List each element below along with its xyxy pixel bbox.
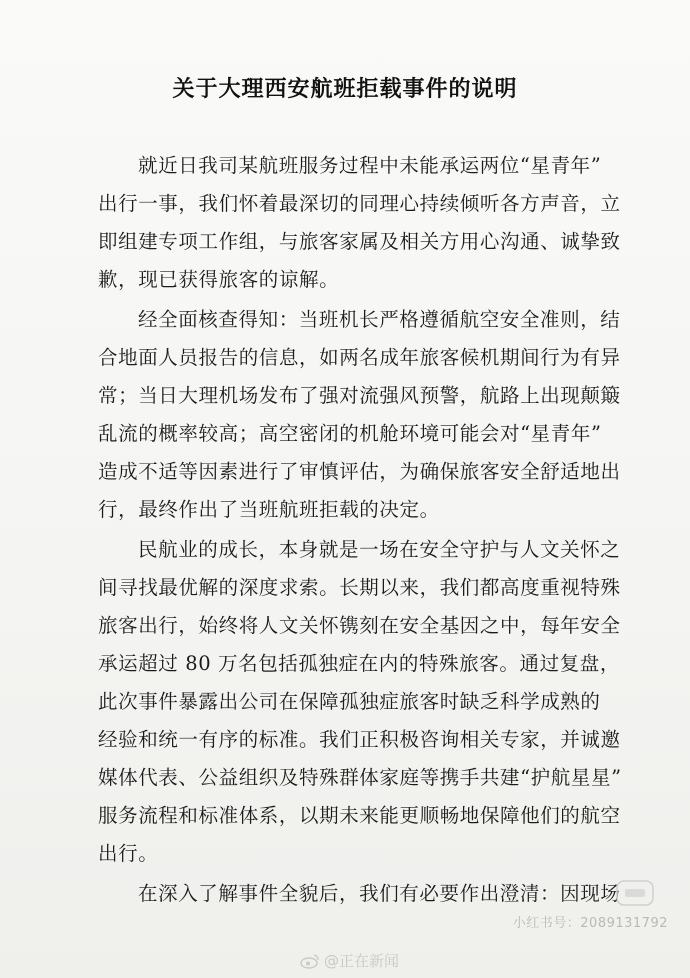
body-line: 媒体代表、公益组织及特殊群体家庭等携手共建“护航星星” [98,766,622,789]
document-title: 关于大理西安航班拒载事件的说明 [172,76,518,102]
body-line: 间寻找最优解的深度求索。长期以来，我们都高度重视特殊 [98,576,621,599]
body-line: 出行一事，我们怀着最深切的同理心持续倾听各方声音，立 [98,192,621,215]
body-line: 就近日我司某航班服务过程中未能承运两位“星青年” [138,154,602,177]
weibo-watermark [300,950,399,971]
xiaohongshu-watermark: 小红书号：2089131792 [512,916,668,931]
body-line: 经全面核查得知：当班机长严格遵循航空安全准则，结 [138,308,621,331]
body-line: 此次事件暴露出公司在保障孤独症旅客时缺乏科学成熟的 [98,690,601,713]
body-line: 出行。 [98,842,159,865]
body-line: 乱流的概率较高；高空密闭的机舱环境可能会对“星青年” [98,422,602,445]
body-line: 合地面人员报告的信息，如两名成年旅客候机期间行为有异 [98,346,621,369]
body-line: 民航业的成长，本身就是一场在安全守护与人文关怀之 [138,538,621,561]
weibo-watermark-text: @正在新闻 [324,952,400,970]
body-line: 歉，现已获得旅客的谅解。 [98,268,340,291]
xiaohongshu-logo-icon [616,880,654,906]
body-line: 即组建专项工作组，与旅客家属及相关方用心沟通、诚挚致 [98,230,621,253]
body-line: 承运超过 80 万名包括孤独症在内的特殊旅客。通过复盘， [98,652,621,675]
body-line: 旅客出行，始终将人文关怀镌刻在安全基因之中，每年安全 [98,614,621,637]
body-line: 行，最终作出了当班航班拒载的决定。 [98,498,440,521]
weibo-logo-icon [300,953,320,969]
body-line: 常；当日大理机场发布了强对流强风预警，航路上出现颠簸 [98,384,621,407]
body-line: 造成不适等因素进行了审慎评估，为确保旅客安全舒适地出 [98,460,621,483]
body-line: 在深入了解事件全貌后，我们有必要作出澄清：因现场 [138,882,621,905]
body-line: 服务流程和标准体系，以期未来能更顺畅地保障他们的航空 [98,804,621,827]
body-line: 经验和统一有序的标准。我们正积极咨询相关专家，并诚邀 [98,728,621,751]
